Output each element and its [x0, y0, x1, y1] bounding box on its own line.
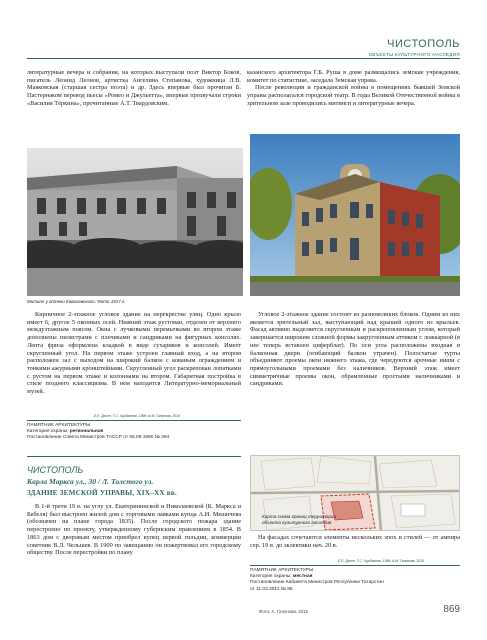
historic-photo-image: [27, 148, 243, 296]
monument-rule: [27, 420, 241, 421]
section-address: Карла Маркса ул., 30 / Л. Толстого ул.: [27, 477, 154, 486]
intro-column-left: [27, 69, 241, 108]
facade-text: [250, 534, 460, 549]
history-text: [27, 503, 241, 557]
intro-column-right: [247, 69, 460, 108]
description-right: [250, 311, 460, 388]
history-paragraph: В 1-й трети 19 в. на углу ул. Екатерининской и Николаевской (К. Маркса и Бебеля) был выстроен жилой дом с торговыми лавками купца А.И. Мешичева (обозначен на плане города 1835). После городского пожара здание перестроено по проекту, утвержденному губернским правлением в 1854. В 1863 дом с дворовым местом приобрел купец первой гильдии, коммерции советник В.Л. Чельшев. В 1900 по завещанию он пожертвовал его городскому обществу. После перестройки по плану: [27, 503, 241, 557]
historic-photo-caption: Митинг у аптеки Ковалевского. Фото 1917 г.: [27, 299, 126, 304]
photo-credit: Фото: А. Галунова, 2015: [259, 609, 309, 614]
running-header-city: ЧИСТОПОЛЬ: [387, 38, 460, 50]
intro-paragraph: литературные вечера и собрания, на которых выступали поэт Виктор Боков, писатель Леонид Леонов, артистка Ангелина Степанова, художница Л.В. Маяковская (старшая сестра поэта) и др. Здесь впервые был прочитан Б. Пастернаком перевод пьесы «Ромео и Джульетта», впервые прозвучали строки «Василия Тёркина», прочитанные А.Т. Твардовским.: [27, 69, 241, 107]
map-caption-line: Карта-схема границ территории: [262, 514, 337, 519]
monument-category: Категория охраны: региональная: [27, 429, 104, 435]
monument-rule: [250, 565, 460, 566]
description-left: [27, 311, 241, 396]
monument-heading: ПАМЯТНИК АРХИТЕКТУРЫ: [250, 568, 314, 573]
page-number: 869: [443, 604, 460, 615]
section-rule: [27, 456, 241, 457]
monument-heading: ПАМЯТНИК АРХИТЕКТУРЫ: [27, 423, 91, 428]
monument-decree: от 11.02.2011 № 85: [250, 586, 293, 592]
intro-paragraph: казанского архитектора Г.Б. Руша в доме размещались земские учреждения, комитет по статистике, заседала Земская управа.: [247, 69, 460, 84]
historic-photo: [27, 148, 243, 296]
author-credit: Е.Е. Доссе, Т.С. Чурбанова, 1999; А.М. Галунова, 2016: [94, 414, 180, 418]
author-credit: Е.Е. Доссе, Т.С. Чурбанова, 1999; А.М. Галунова, 2016: [338, 559, 424, 563]
description-paragraph: Кирпичное 2-этажное угловое здание на перекрестке улиц. Одно крыло имеет 6, другое 5 оконных осей. Нижний этаж рустован, отделен от верхнего междуэтажным поясом. Окна с лучковыми перемычками во втором этаже дополнены пилястрами с плечиками и сандриками на фигурных консолях. Лента фриза оформлена кладкой в виде сухариков и консолей. Имеет скругленный угол. На первом этаже устроен главный вход, а на втором расположен зал с выходом на широкий балкон с кованым ограждением и тонкими ажурными кронштейнами. Скругленный угол раскрепован лопатками с рустом на первом этаже и колоннами на втором. Габаритная постройка в стиле позднего классицизма. В нем находится Литературно-мемориальный музей.: [27, 311, 241, 396]
intro-paragraph: После революции и гражданской войны в помещениях бывшей Земской управы располагался городской театр. В годы Великой Отечественной войны в зрительном зале проводились митинги и литературные вечера.: [247, 84, 460, 107]
section-building-title: ЗДАНИЕ ЗЕМСКОЙ УПРАВЫ, XIX–XX вв.: [27, 489, 177, 497]
monument-decree: Постановление Совета Министров ТАССР от 06.09.1990 № 294: [27, 435, 170, 441]
running-header-subtitle: ОБЪЕКТЫ КУЛЬТУРНОГО НАСЛЕДИЯ: [368, 52, 460, 57]
monument-info-2: [250, 568, 460, 593]
section-city: ЧИСТОПОЛЬ: [27, 465, 84, 475]
description-paragraph: Угловое 2-этажное здание состоит из разновеликих блоков. Одним из них является зрительный зал, выступающий над крышей одного из крыльев. Фасад активно выделяется скругленным и раскреповленным углом, который завершается широким сложной формы закругленным аттиком с ложкарной (в нее теперь вставлен циферблат). По оси угла расположены входная и балконная двери (огибающий балкон утрачен). Полосчатые турты объединяют проемы окон нижнего этажа, где чередуются арочные ниши с прямоугольными проемами без наличников. Верхний этаж имеет симметричные проемы окон, обрамленные простыми наличниками и сандриками.: [250, 311, 460, 388]
modern-photo-image: [250, 134, 460, 296]
header-rule: [27, 58, 460, 59]
modern-photo: [250, 134, 460, 296]
facade-paragraph: На фасадах сочетаются элементы нескольких эпох и стилей — от ампира сер. 19 в. до эклектики нач. 20 в.: [250, 534, 460, 549]
map-caption: [262, 514, 452, 526]
map-caption-line: объекта культурного наследия: [262, 520, 332, 525]
monument-info-1: [27, 423, 241, 442]
monument-decree: Постановление Кабинета Министров Республики Татарстан: [250, 580, 384, 586]
monument-category: Категория охраны: местная: [250, 574, 313, 580]
